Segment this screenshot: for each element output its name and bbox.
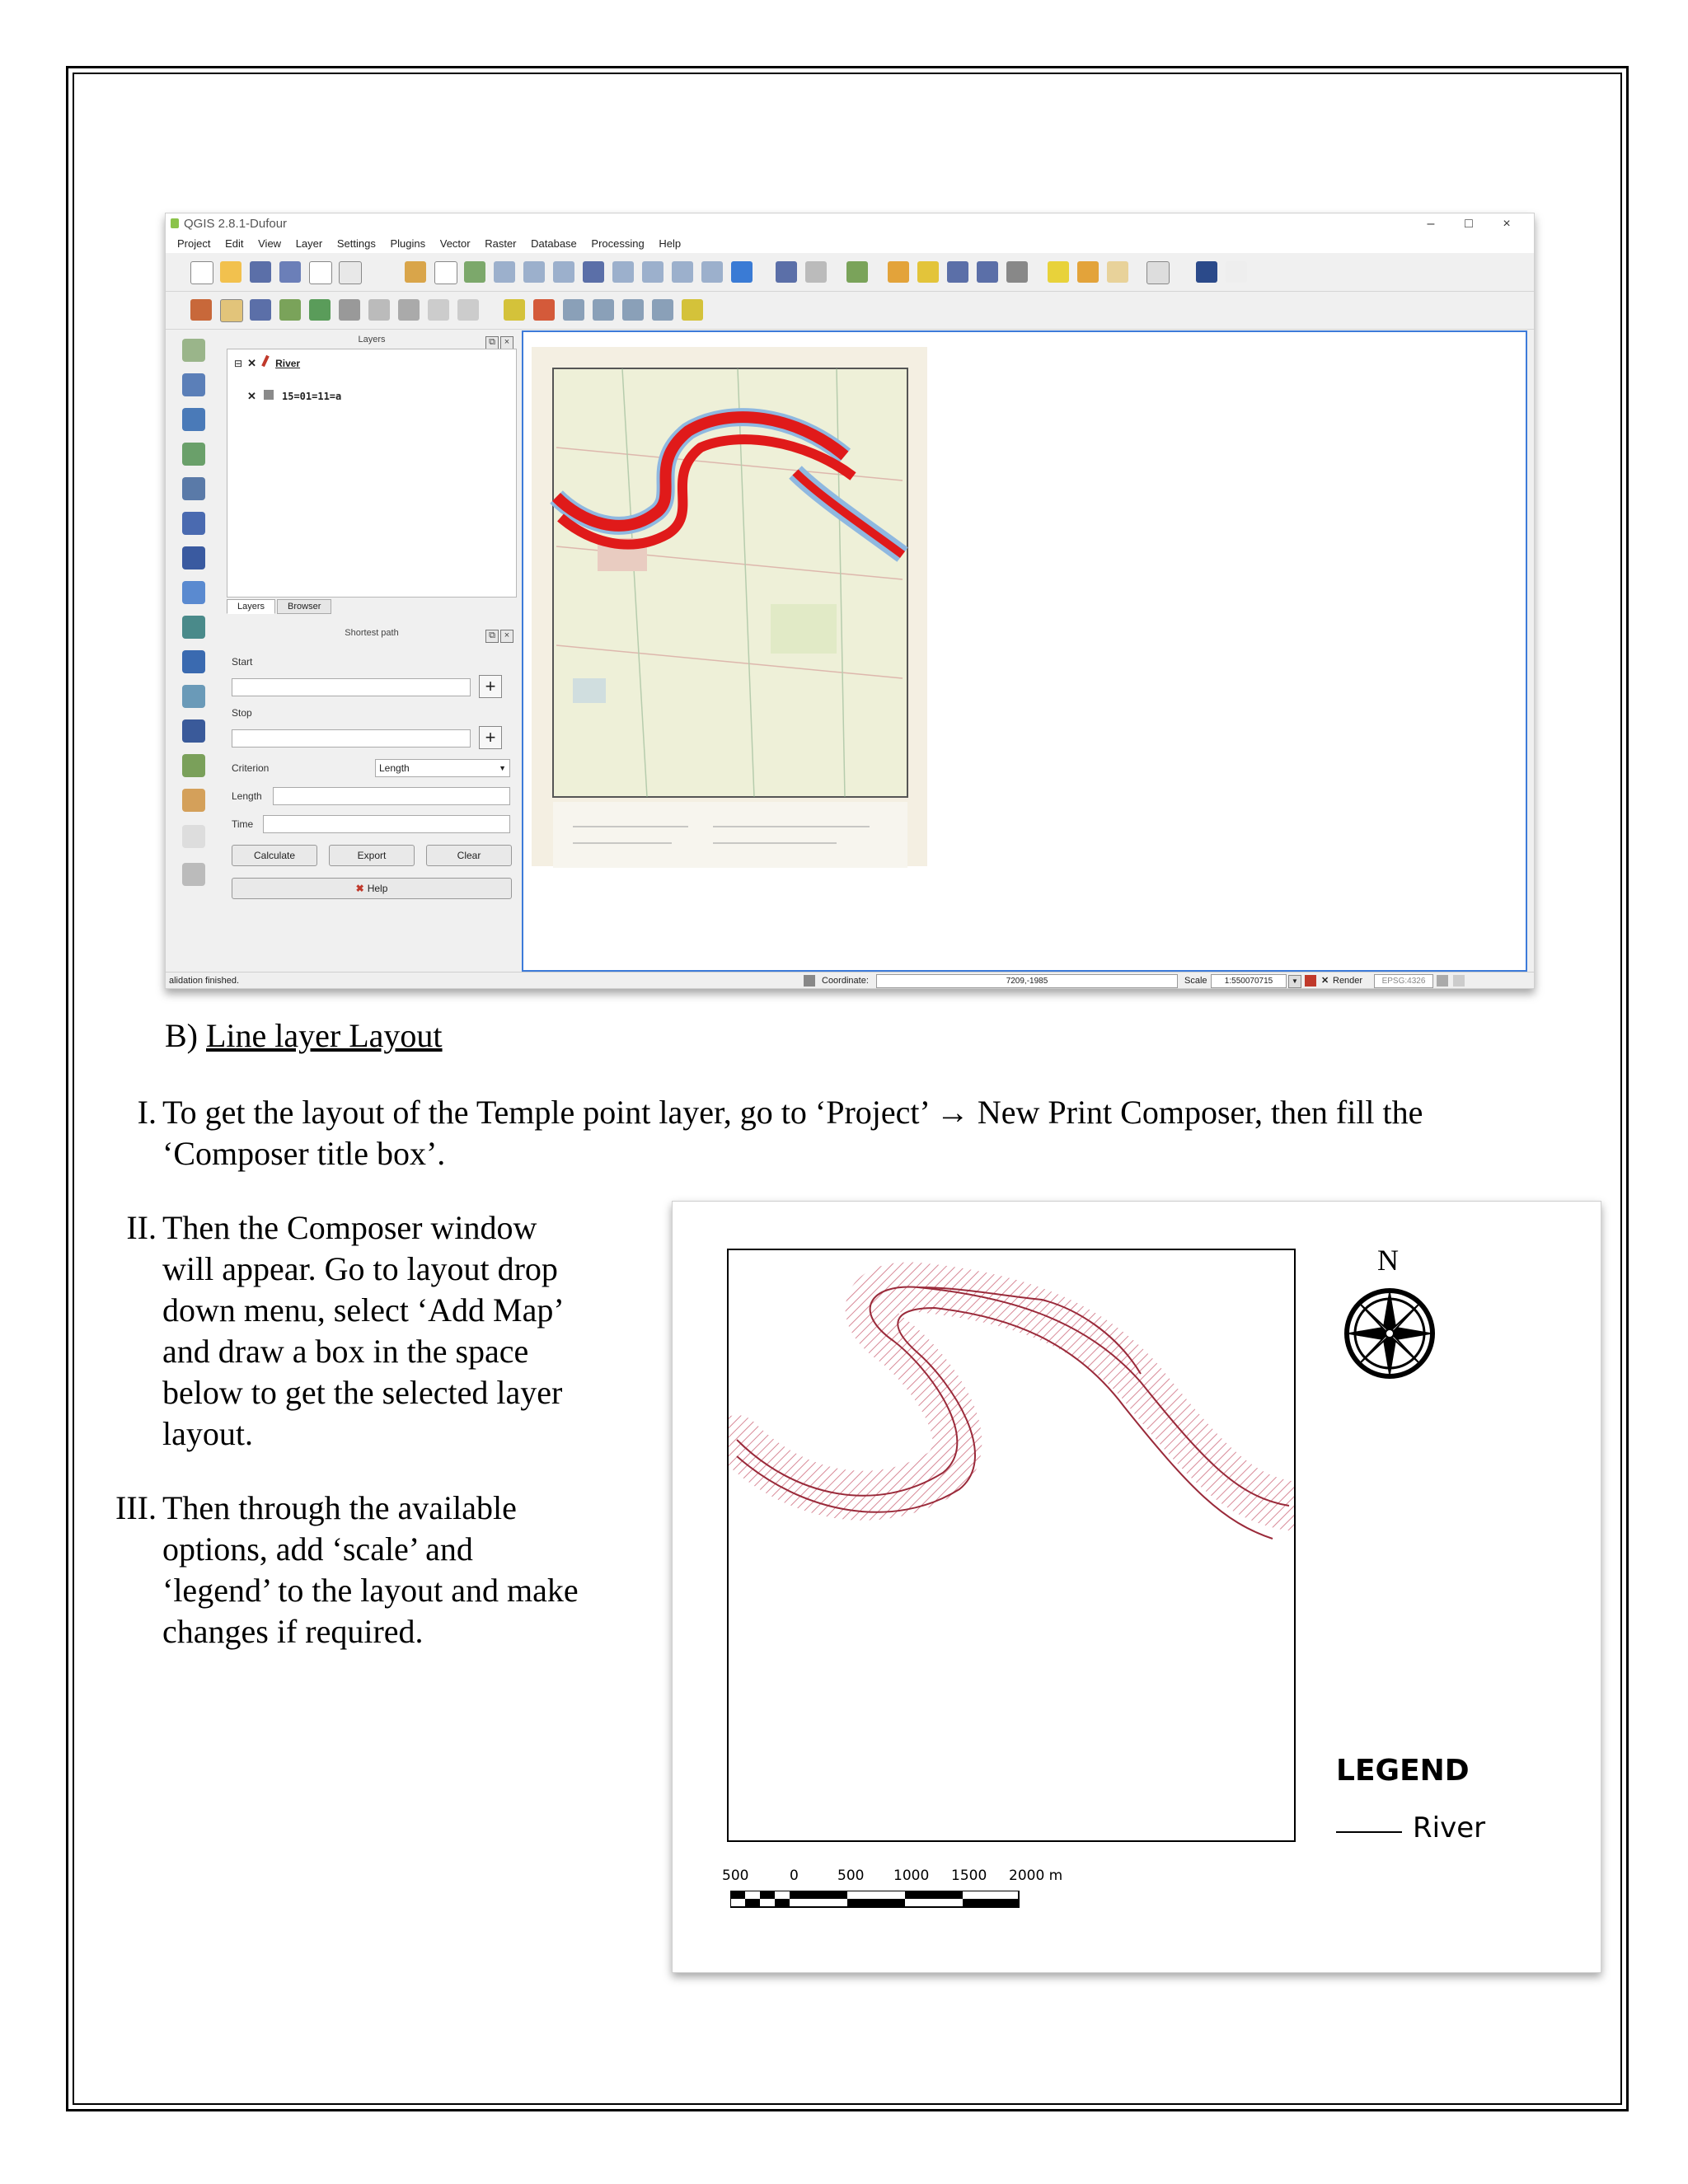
step-number: II. bbox=[126, 1209, 157, 1246]
menu-project[interactable]: Project bbox=[177, 237, 211, 250]
step-line: will appear. Go to layout drop bbox=[162, 1250, 558, 1287]
float-panel-button[interactable]: ⧉ bbox=[485, 336, 499, 349]
text-annotation-icon[interactable] bbox=[1146, 261, 1170, 284]
label-change-icon[interactable] bbox=[652, 299, 673, 321]
status-message: alidation finished. bbox=[169, 976, 240, 986]
menu-view[interactable]: View bbox=[258, 237, 282, 250]
select-features-icon[interactable] bbox=[805, 261, 827, 283]
field-calculator-icon[interactable] bbox=[917, 261, 939, 283]
gps-tool-icon[interactable] bbox=[182, 863, 205, 886]
render-label: Render bbox=[1333, 976, 1363, 986]
criterion-select[interactable] bbox=[375, 759, 510, 777]
scalebar-label: 1000 bbox=[893, 1868, 930, 1884]
edit-toolbar bbox=[166, 293, 1534, 330]
select-dropdown-icon[interactable] bbox=[846, 261, 868, 283]
crs-field[interactable]: EPSG:4326 bbox=[1374, 974, 1433, 988]
stop-input[interactable] bbox=[232, 729, 471, 748]
step-text bbox=[162, 1092, 1564, 1174]
length-field[interactable] bbox=[273, 787, 510, 805]
shortest-path-title: Shortest path bbox=[345, 628, 399, 638]
menu-settings[interactable]: Settings bbox=[336, 237, 376, 250]
rotation-icon[interactable] bbox=[1305, 975, 1316, 987]
save-edits-icon[interactable] bbox=[250, 299, 271, 321]
help-contents-icon[interactable] bbox=[1196, 261, 1217, 283]
section-heading bbox=[165, 1016, 443, 1055]
refresh-icon[interactable] bbox=[731, 261, 753, 283]
zoom-to-layer-icon[interactable] bbox=[642, 261, 663, 283]
paste-features-icon[interactable] bbox=[457, 299, 479, 321]
layer-row[interactable] bbox=[234, 354, 300, 373]
layer-name[interactable]: River bbox=[275, 358, 301, 369]
toggle-editing-icon[interactable] bbox=[220, 299, 243, 322]
composer-layout-figure bbox=[672, 1201, 1601, 1973]
composer-map-frame bbox=[727, 1249, 1296, 1842]
step-line: To get the layout of the Temple point layer, go to ‘Project’ → New Print Composer, then fill the bbox=[162, 1094, 1423, 1131]
layers-panel-header bbox=[227, 330, 517, 349]
export-button[interactable]: Export bbox=[329, 845, 415, 866]
new-composer-icon[interactable] bbox=[309, 261, 332, 284]
zoom-last-icon[interactable] bbox=[672, 261, 693, 283]
menu-plugins[interactable]: Plugins bbox=[390, 237, 426, 250]
raster-layer-icon bbox=[264, 390, 274, 400]
dock-tabs bbox=[227, 599, 333, 617]
menu-edit[interactable]: Edit bbox=[225, 237, 244, 250]
float-panel-button[interactable]: ⧉ bbox=[485, 630, 499, 643]
label-pin-icon[interactable] bbox=[533, 299, 555, 321]
add-mssql-icon[interactable] bbox=[182, 477, 205, 500]
step-text bbox=[162, 1207, 657, 1455]
open-project-icon[interactable] bbox=[220, 261, 241, 283]
whats-this-icon[interactable] bbox=[1226, 261, 1247, 283]
north-arrow-icon bbox=[1340, 1284, 1439, 1383]
maximize-button[interactable]: □ bbox=[1465, 217, 1473, 231]
scale-field[interactable]: 1:550070715 bbox=[1211, 974, 1287, 988]
step-line: layout. bbox=[162, 1415, 253, 1452]
north-label: N bbox=[1377, 1244, 1399, 1277]
tab-browser[interactable]: Browser bbox=[277, 599, 331, 614]
save-as-icon[interactable] bbox=[279, 261, 301, 283]
add-db2-icon[interactable] bbox=[182, 546, 205, 569]
crs-icon[interactable] bbox=[1437, 975, 1448, 987]
add-delimited-text-icon[interactable] bbox=[182, 685, 205, 708]
step-number: I. bbox=[137, 1094, 157, 1131]
add-vector-layer-icon[interactable] bbox=[182, 339, 205, 362]
new-project-icon[interactable] bbox=[190, 261, 213, 284]
add-wms-icon[interactable] bbox=[182, 581, 205, 604]
pan-hand-icon[interactable] bbox=[434, 261, 457, 284]
cut-features-icon[interactable] bbox=[398, 299, 420, 321]
stop-label: Stop bbox=[232, 707, 252, 719]
copy-features-icon[interactable] bbox=[428, 299, 449, 321]
statistics-icon[interactable] bbox=[977, 261, 998, 283]
zoom-out-icon[interactable] bbox=[523, 261, 545, 283]
step-line: and draw a box in the space bbox=[162, 1333, 529, 1370]
step-line: down menu, select ‘Add Map’ bbox=[162, 1291, 565, 1329]
length-label: Length bbox=[232, 790, 262, 802]
menu-layer[interactable]: Layer bbox=[295, 237, 323, 250]
current-edits-icon[interactable] bbox=[190, 299, 212, 321]
zoom-next-icon[interactable] bbox=[701, 261, 723, 283]
label-show-hide-icon[interactable] bbox=[563, 299, 584, 321]
add-postgis-icon[interactable] bbox=[182, 408, 205, 431]
close-panel-button[interactable]: × bbox=[500, 630, 513, 643]
composer-manager-icon[interactable] bbox=[339, 261, 362, 284]
help-button[interactable] bbox=[232, 878, 512, 899]
zoom-native-icon[interactable] bbox=[553, 261, 574, 283]
heading-prefix: B) bbox=[165, 1017, 206, 1054]
close-button[interactable]: × bbox=[1503, 217, 1511, 231]
label-move-icon[interactable] bbox=[593, 299, 614, 321]
dock-panels bbox=[227, 330, 517, 972]
touch-zoom-icon[interactable] bbox=[405, 261, 426, 283]
identify-icon[interactable] bbox=[776, 261, 797, 283]
add-wcs-icon[interactable] bbox=[182, 616, 205, 639]
delete-selected-icon[interactable] bbox=[368, 299, 390, 321]
qgis-screenshot bbox=[165, 213, 1535, 989]
step-line: Then through the available bbox=[162, 1489, 517, 1526]
criterion-value: Length bbox=[379, 762, 410, 774]
show-bookmarks-icon[interactable] bbox=[1107, 261, 1128, 283]
measure-icon[interactable] bbox=[1006, 261, 1028, 283]
zoom-to-selection-icon[interactable] bbox=[612, 261, 634, 283]
legend-line-symbol bbox=[1336, 1831, 1402, 1833]
status-bar bbox=[166, 972, 1534, 989]
add-raster-layer-icon[interactable] bbox=[182, 373, 205, 396]
menu-processing[interactable]: Processing bbox=[591, 237, 645, 250]
add-feature-icon[interactable] bbox=[279, 299, 301, 321]
qgis-logo-icon bbox=[171, 218, 179, 228]
minimize-button[interactable]: – bbox=[1427, 217, 1435, 231]
step-line: Then the Composer window bbox=[162, 1209, 537, 1246]
label-rotate-icon[interactable] bbox=[622, 299, 644, 321]
time-field[interactable] bbox=[263, 815, 510, 833]
scale-label: Scale bbox=[1184, 976, 1207, 986]
messages-icon[interactable] bbox=[1453, 975, 1465, 987]
new-spatialite-icon[interactable] bbox=[182, 789, 205, 812]
add-wfs-icon[interactable] bbox=[182, 650, 205, 673]
title-bar bbox=[166, 213, 1534, 235]
chevron-down-icon: ▼ bbox=[499, 764, 506, 772]
layer-visibility-checkbox[interactable]: ✕ bbox=[247, 390, 256, 402]
new-shapefile-icon[interactable] bbox=[182, 754, 205, 777]
add-virtual-layer-icon[interactable] bbox=[182, 719, 205, 743]
step-number: III. bbox=[115, 1489, 157, 1526]
heading-title: Line layer Layout bbox=[206, 1017, 443, 1054]
scalebar-label: 500 bbox=[722, 1868, 749, 1884]
layer-row[interactable] bbox=[247, 387, 341, 405]
zoom-in-icon[interactable] bbox=[494, 261, 515, 283]
coordinate-label: Coordinate: bbox=[822, 976, 869, 986]
help-label: Help bbox=[367, 883, 388, 894]
deselect-icon[interactable] bbox=[888, 261, 909, 283]
step-line: changes if required. bbox=[162, 1613, 424, 1650]
stop-plus-button[interactable]: + bbox=[479, 726, 502, 749]
map-canvas[interactable] bbox=[522, 330, 1527, 972]
main-toolbar bbox=[166, 255, 1534, 292]
attribute-table-icon[interactable] bbox=[947, 261, 968, 283]
menu-bar bbox=[166, 235, 1534, 253]
render-checkbox[interactable]: ✕ bbox=[1321, 976, 1329, 986]
legend-title: LEGEND bbox=[1336, 1754, 1470, 1788]
river-map bbox=[729, 1250, 1294, 1840]
scalebar-label: 0 bbox=[790, 1868, 799, 1884]
pan-to-selection-icon[interactable] bbox=[464, 261, 485, 283]
menu-help[interactable]: Help bbox=[659, 237, 682, 250]
node-tool-icon[interactable] bbox=[339, 299, 360, 321]
save-project-icon[interactable] bbox=[250, 261, 271, 283]
collapse-icon[interactable]: ⊟ bbox=[234, 358, 243, 369]
map-tips-icon[interactable] bbox=[1048, 261, 1069, 283]
tab-layers[interactable]: Layers bbox=[227, 599, 275, 614]
layer-name[interactable]: 15=01=11=a bbox=[282, 391, 342, 402]
coordinate-field[interactable]: 7209,-1985 bbox=[876, 974, 1178, 988]
layer-tools-sidebar bbox=[166, 330, 222, 972]
calculate-button[interactable]: Calculate bbox=[232, 845, 317, 866]
scale-bar bbox=[730, 1891, 1020, 1909]
close-panel-button[interactable]: × bbox=[500, 336, 513, 349]
step-text bbox=[162, 1488, 657, 1652]
layers-tree bbox=[227, 349, 517, 598]
label-tool-icon[interactable] bbox=[504, 299, 525, 321]
layer-visibility-checkbox[interactable]: ✕ bbox=[247, 357, 256, 369]
zoom-full-icon[interactable] bbox=[583, 261, 604, 283]
shortest-path-header bbox=[227, 624, 517, 642]
time-label: Time bbox=[232, 818, 254, 830]
clear-button[interactable]: Clear bbox=[426, 845, 512, 866]
start-input[interactable] bbox=[232, 678, 471, 696]
step-line: options, add ‘scale’ and bbox=[162, 1530, 473, 1568]
move-feature-icon[interactable] bbox=[309, 299, 331, 321]
scalebar-label: 500 bbox=[837, 1868, 865, 1884]
start-label: Start bbox=[232, 656, 253, 668]
expand-toolbar-icon[interactable] bbox=[182, 825, 205, 848]
scalebar-label: 1500 bbox=[951, 1868, 987, 1884]
river-buffer bbox=[737, 1287, 1289, 1506]
new-bookmark-icon[interactable] bbox=[1077, 261, 1099, 283]
add-spatialite-icon[interactable] bbox=[182, 443, 205, 466]
help-icon: ✖ bbox=[355, 883, 364, 894]
scalebar-label: 2000 m bbox=[1009, 1868, 1063, 1884]
criterion-label: Criterion bbox=[232, 762, 270, 774]
start-plus-button[interactable]: + bbox=[479, 675, 502, 698]
window-title: QGIS 2.8.1-Dufour bbox=[184, 217, 288, 231]
legend-item-river: River bbox=[1413, 1811, 1486, 1844]
step-line: below to get the selected layer bbox=[162, 1374, 563, 1411]
menu-raster[interactable]: Raster bbox=[485, 237, 517, 250]
topo-map-image bbox=[523, 332, 1526, 970]
line-layer-icon bbox=[261, 355, 270, 367]
step-line: ‘legend’ to the layout and make bbox=[162, 1572, 579, 1609]
coordinate-toggle-icon[interactable] bbox=[804, 975, 815, 987]
add-oracle-icon[interactable] bbox=[182, 512, 205, 535]
menu-database[interactable]: Database bbox=[531, 237, 577, 250]
menu-vector[interactable]: Vector bbox=[439, 237, 471, 250]
layers-panel-title: Layers bbox=[358, 335, 386, 344]
step-line: ‘Composer title box’. bbox=[162, 1135, 446, 1172]
label-properties-icon[interactable] bbox=[682, 299, 703, 321]
scale-dropdown-icon[interactable]: ▼ bbox=[1288, 975, 1301, 988]
